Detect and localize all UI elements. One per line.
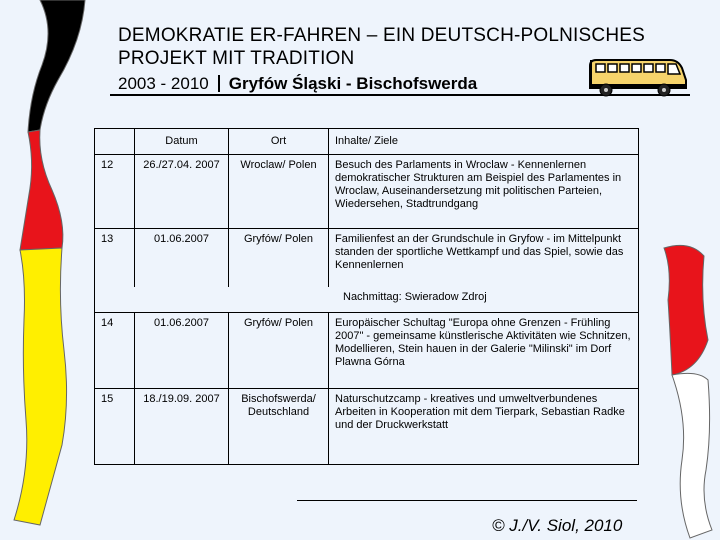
cell-ort: Bischofswerda/ Deutschland xyxy=(229,389,329,465)
school-bus-icon xyxy=(588,54,688,98)
header-ort: Ort xyxy=(229,129,329,155)
table-row xyxy=(95,389,639,465)
table-row xyxy=(95,229,639,287)
cell-continuation: Nachmittag: Swieradow Zdroj xyxy=(95,287,639,313)
subtitle-years: 2003 - 2010 xyxy=(118,74,209,93)
cell-datum: 01.06.2007 xyxy=(135,313,229,389)
cell-datum: 26./27.04. 2007 xyxy=(135,155,229,229)
cell-nr: 14 xyxy=(95,313,135,389)
cell-nr: 13 xyxy=(95,229,135,287)
footer-rule xyxy=(297,500,637,501)
cell-nr: 15 xyxy=(95,389,135,465)
cell-inhalt: Naturschutzcamp - kreatives und umweltverbundenes Arbeiten in Kooperation mit dem Tierpark, Sebastian Radke und der Druckwerkstatt xyxy=(329,389,639,465)
table-header-row xyxy=(95,129,639,155)
table-row-continuation xyxy=(95,287,639,313)
header-datum: Datum xyxy=(135,129,229,155)
copyright-text: © J./V. Siol, 2010 xyxy=(492,516,623,535)
header-nr xyxy=(95,129,135,155)
subtitle-separator xyxy=(218,75,220,92)
cell-ort: Gryfów/ Polen xyxy=(229,313,329,389)
cell-inhalt: Europäischer Schultag "Europa ohne Grenzen - Frühling 2007" - gemeinsame künstlerische Aktivitäten wie Schnitzen, Modellieren, Stein hauen in der Galerie "Milinski" im Dorf Plawna Górna xyxy=(329,313,639,389)
german-flag-ribbon-icon xyxy=(14,0,85,525)
cell-nr: 12 xyxy=(95,155,135,229)
schedule-table xyxy=(94,128,639,465)
cell-datum: 01.06.2007 xyxy=(135,229,229,287)
page-subtitle xyxy=(118,73,477,95)
table-row xyxy=(95,313,639,389)
subtitle-locations: Gryfów Śląski - Bischofswerda xyxy=(228,74,478,93)
cell-datum: 18./19.09. 2007 xyxy=(135,389,229,465)
cell-ort: Gryfów/ Polen xyxy=(229,229,329,287)
cell-ort: Wroclaw/ Polen xyxy=(229,155,329,229)
cell-inhalt: Familienfest an der Grundschule in Gryfow - im Mittelpunkt standen der sportliche Wettkampf und das Spiel, sowie das Kennenlernen xyxy=(329,229,639,287)
cell-inhalt: Besuch des Parlaments in Wroclaw - Kennenlernen demokratischer Strukturen am Beispiel des Parlamentes in Wroclaw, Auseinandersetzung mit politischen Parteien, Wiedersehen, Stadtrundgang xyxy=(329,155,639,229)
header-inhalte: Inhalte/ Ziele xyxy=(329,129,639,155)
table-row xyxy=(95,155,639,229)
page-title: DEMOKRATIE ER-FAHREN – EIN DEUTSCH-POLNISCHES PROJEKT MIT TRADITION xyxy=(118,25,646,69)
polish-flag-ribbon-icon xyxy=(664,245,712,538)
